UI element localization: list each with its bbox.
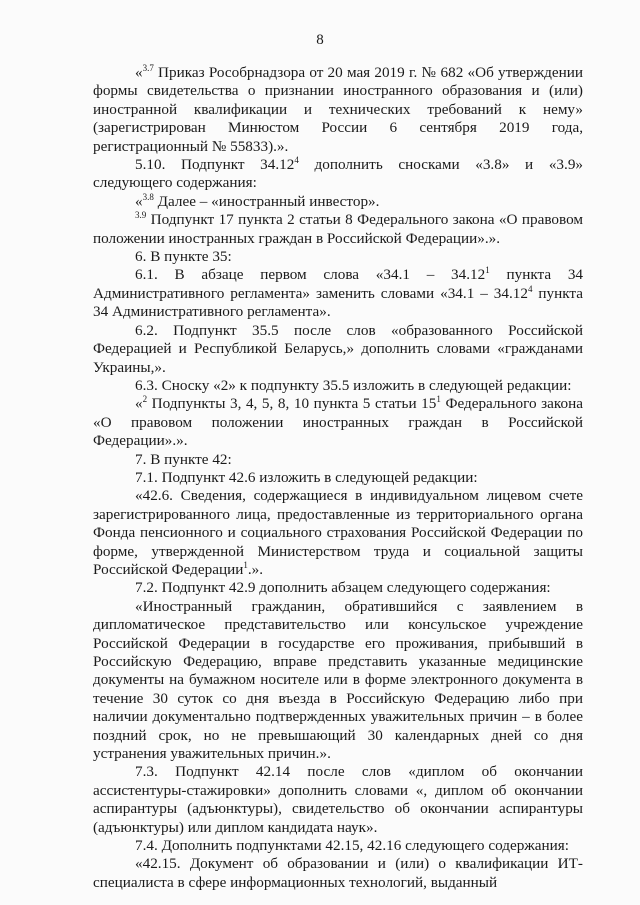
paragraph-p16: 7.4. Дополнить подпунктами 42.15, 42.16 следующего содержания: — [135, 837, 569, 855]
paragraph-p2: 5.10. Подпункт 34.12$^4$ дополнить сносками «3.8» и «3.9» следующего содержания: — [93, 154, 584, 192]
paragraph-p12: «42.6. Сведения, содержащиеся в индивидуальном лицевом счете зарегистрированного лица, предоставленные из территориального органа Фонда пенсионного и социального страхования Российской Федерации по форме, утвержденной Министерством труда и социальной защиты Российской Федерации$^1$.». — [93, 487, 583, 578]
paragraph-p4: $^{3.9}$ Подпункт 17 пункта 2 статьи 8 Федерального закона «О правовом положении иностранных граждан в Российской Федерации».». — [93, 210, 583, 247]
paragraph-p14: «Иностранный гражданин, обратившийся с заявлением в дипломатическое представительство или консульское учреждение Российской Федерации в государстве его проживания, прибывший в Российскую Федерацию, вправе представить указанные медицинские документы на бумажном носителе или в форме электронного документа в течение 30 суток со дня въезда в Российскую Федерацию либо при наличии документально подтвержденных уважительных причин – в более поздний срок, но не превышающий 30 календарных дней со дня устранения уважительных причин.». — [93, 597, 583, 763]
page-number: 8 — [316, 32, 324, 48]
paragraph-p7: 6.2. Подпункт 35.5 после слов «образованного Российской Федерацией и Республикой Беларусь,» дополнить словами «гражданами Украины,». — [93, 321, 583, 376]
paragraph-p11: 7.1. Подпункт 42.6 изложить в следующей редакции: — [135, 468, 478, 486]
document-body — [93, 64, 583, 892]
paragraph-p1: «$^{3.7}$ Приказ Рособрнадзора от 20 мая 2019 г. № 682 «Об утверждении формы свидетельства о признании иностранного образования и (или) иностранной квалификации и технических требований к нему» (зарегистрирован Минюстом России 6 сентября 2019 года, регистрационный № 55833).». — [93, 62, 583, 155]
paragraph-p15: 7.3. Подпункт 42.14 после слов «диплом об окончании ассистентуры-стажировки» дополнить словами «, диплом об окончании аспирантуры (адъюнктуры), свидетельство об окончании аспирантуры (адъюнктуры) или диплом кандидата наук». — [93, 763, 583, 836]
paragraph-p5: 6. В пункте 35: — [135, 248, 232, 266]
paragraph-p17: «42.15. Документ об образовании и (или) о квалификации ИТ-специалиста в сфере информационных технологий, выданный — [93, 855, 583, 891]
paragraph-p3: «$^{3.8}$ Далее – «иностранный инвестор». — [135, 191, 380, 210]
paragraph-p8: 6.3. Сноску «2» к подпункту 35.5 изложить в следующей редакции: — [135, 376, 572, 394]
paragraph-p10: 7. В пункте 42: — [135, 450, 232, 468]
paragraph-p13: 7.2. Подпункт 42.9 дополнить абзацем следующего содержания: — [135, 579, 551, 597]
paragraph-p6: 6.1. В абзаце первом слова «34.1 – 34.12$^1$ пункта 34 Административного регламента» заменить словами «34.1 – 34.12$^4$ пункта 34 Административного регламента». — [93, 265, 584, 321]
paragraph-p9: «$^2$ Подпункты 3, 4, 5, 8, 10 пункта 5 статьи $15^1$ Федерального закона «О правовом положении иностранных граждан в Российской Федерации».». — [93, 394, 583, 450]
